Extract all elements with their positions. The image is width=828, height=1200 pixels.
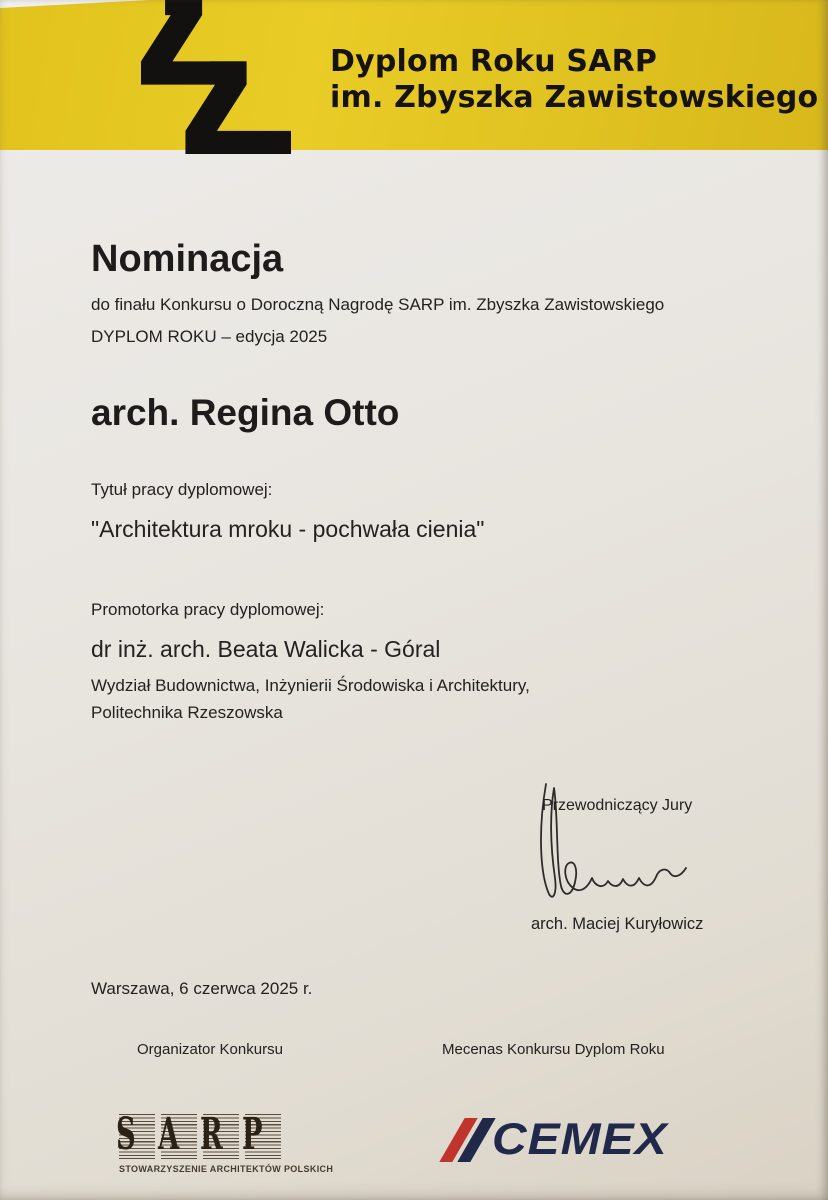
edition-line: DYPLOM ROKU – edycja 2025 xyxy=(91,327,328,346)
cemex-logo xyxy=(452,1116,668,1164)
promoter-faculty: Wydział Budownictwa, Inżynierii Środowiska i Architektury, xyxy=(91,676,530,695)
jury-name: arch. Maciej Kuryłowicz xyxy=(531,915,704,933)
promoter-label: Promotorka pracy dyplomowej: xyxy=(91,600,325,619)
sarp-logo-blocks xyxy=(116,1109,289,1160)
jury-role-label: Przewodniczący Jury xyxy=(542,797,693,814)
sarp-logo-letter-p xyxy=(242,1109,281,1160)
organizer-label: Organizator Konkursu xyxy=(137,1041,283,1058)
sarp-glyph-p: P xyxy=(242,1109,263,1160)
place-date: Warszawa, 6 czerwca 2025 r. xyxy=(91,979,313,998)
promoter-university: Politechnika Rzeszowska xyxy=(91,703,283,722)
sarp-logo-caption: STOWARZYSZENIE ARCHITEKTÓW POLSKICH xyxy=(119,1164,334,1174)
zz-monogram-icon xyxy=(141,0,291,154)
laureate-name: arch. Regina Otto xyxy=(91,392,400,433)
thesis-label: Tytuł pracy dyplomowej: xyxy=(91,480,273,499)
thesis-title: "Architektura mroku - pochwała cienia" xyxy=(91,516,485,542)
sarp-glyph-a: A xyxy=(158,1109,180,1160)
patron-label: Mecenas Konkursu Dyplom Roku xyxy=(442,1041,665,1058)
band-title xyxy=(330,44,818,116)
band-title-line2: im. Zbyszka Zawistowskiego xyxy=(330,80,819,115)
sarp-logo-letter-a xyxy=(158,1109,197,1160)
band-title-line1: Dyplom Roku SARP xyxy=(330,44,658,79)
sarp-logo xyxy=(116,1109,334,1174)
sarp-glyph-r: R xyxy=(200,1109,223,1160)
sarp-logo-letter-s xyxy=(116,1109,155,1160)
nomination-heading: Nominacja xyxy=(91,238,284,280)
intro-line: do finału Konkursu o Doroczną Nagrodę SARP im. Zbyszka Zawistowskiego xyxy=(91,295,665,314)
promoter-name: dr inż. arch. Beata Walicka - Góral xyxy=(91,636,441,662)
sarp-glyph-s: S xyxy=(116,1109,136,1160)
sarp-logo-letter-r xyxy=(200,1109,239,1160)
cemex-wordmark: CEMEX xyxy=(492,1115,668,1164)
